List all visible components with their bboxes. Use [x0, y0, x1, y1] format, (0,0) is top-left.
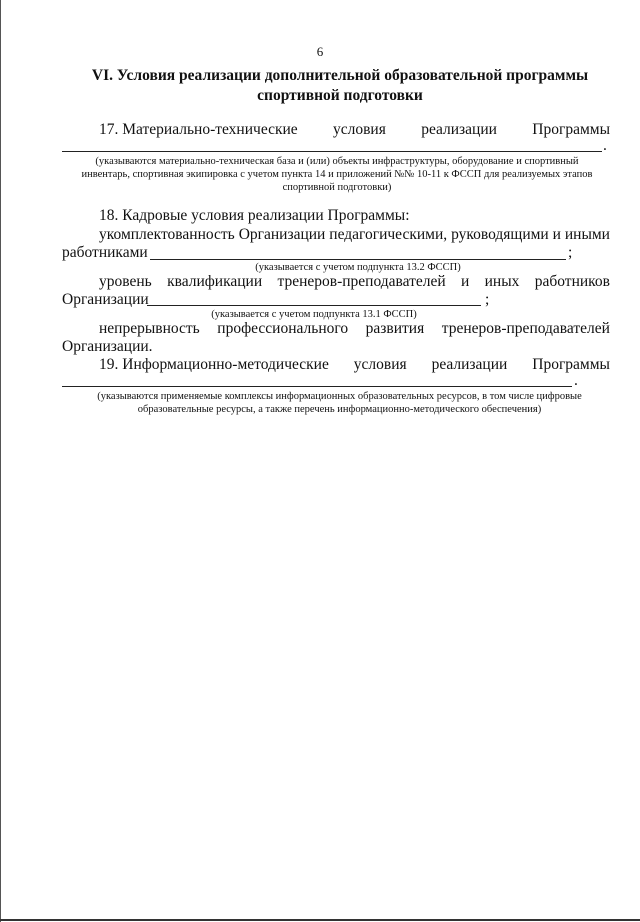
item17-line — [99, 121, 610, 139]
item19-word: реализации — [431, 356, 508, 373]
item18-staffing-line — [99, 226, 610, 244]
development-word: непрерывность — [99, 320, 200, 337]
item19-note-line1: (указываются применяемые комплексы информационных образовательных ресурсов, в том числе цифровые — [97, 391, 582, 402]
qualification-note: (указывается с учетом подпункта 13.1 ФССП) — [211, 309, 417, 320]
qualification-semicolon: ; — [485, 291, 490, 308]
item19-period: . — [574, 372, 578, 389]
qualification-word: тренеров-преподавателей — [277, 273, 446, 290]
section-title-line1: VI. Условия реализации дополнительной образовательной программы — [91, 67, 589, 84]
item17-word: 17. Материально-технические — [99, 121, 298, 138]
staffing-semicolon: ; — [568, 244, 573, 261]
item19-line — [99, 356, 610, 374]
item19-word: 19. Информационно-методические — [99, 356, 329, 373]
item18-title: 18. Кадровые условия реализации Программы: — [99, 207, 410, 224]
development-word: профессионального — [217, 320, 349, 337]
item17-period: . — [603, 137, 607, 154]
staffing-word: педагогическими, — [329, 226, 448, 243]
scan-edge-bottom — [0, 919, 640, 921]
item17-word: условия — [333, 121, 386, 138]
item17-note-line2: инвентарь, спортивная экипировка с учетом пункта 14 и приложений №№ 10-11 к ФССП для реализуемых этапов — [81, 169, 593, 180]
section-title-line2: спортивной подготовки — [257, 87, 423, 104]
item19-fill-line — [62, 386, 572, 387]
item17-fill-line — [62, 151, 602, 152]
staffing-word: Организации — [238, 226, 326, 243]
qualification-word: уровень — [99, 273, 152, 290]
development-continuation: Организации. — [62, 338, 153, 355]
qualification-continuation: Организации — [62, 291, 149, 308]
staffing-word: укомплектованность — [99, 226, 235, 243]
staffing-word: руководящими — [451, 226, 549, 243]
development-word: развития — [365, 320, 425, 337]
item19-word: Программы — [532, 356, 610, 373]
qualification-fill-line — [147, 305, 481, 306]
item17-word: Программы — [532, 121, 610, 138]
staffing-continuation: работниками — [62, 244, 148, 261]
item17-note-line1: (указываются материально-техническая база и (или) объекты инфраструктуры, оборудование и спортивный — [95, 156, 579, 167]
staffing-word: иными — [564, 226, 610, 243]
item17-note-line3: спортивной подготовки) — [282, 182, 392, 193]
item19-word: условия — [353, 356, 407, 373]
qualification-word: работников — [534, 273, 610, 290]
staffing-note: (указывается с учетом подпункта 13.2 ФССП) — [255, 262, 461, 273]
scan-edge-left — [0, 0, 1, 922]
item18-qualification-line — [99, 273, 610, 291]
qualification-word: и — [461, 273, 470, 290]
development-word: тренеров-преподавателей — [441, 320, 610, 337]
qualification-word: иных — [484, 273, 520, 290]
item17-word: реализации — [421, 121, 497, 138]
item18-development-line — [99, 320, 610, 338]
page-number: 6 — [316, 44, 324, 59]
qualification-word: квалификации — [167, 273, 263, 290]
item19-note-line2: образовательные ресурсы, а также перечень информационно-методического обеспечения) — [137, 404, 542, 415]
staffing-fill-line — [150, 259, 566, 260]
staffing-word: и — [552, 226, 561, 243]
